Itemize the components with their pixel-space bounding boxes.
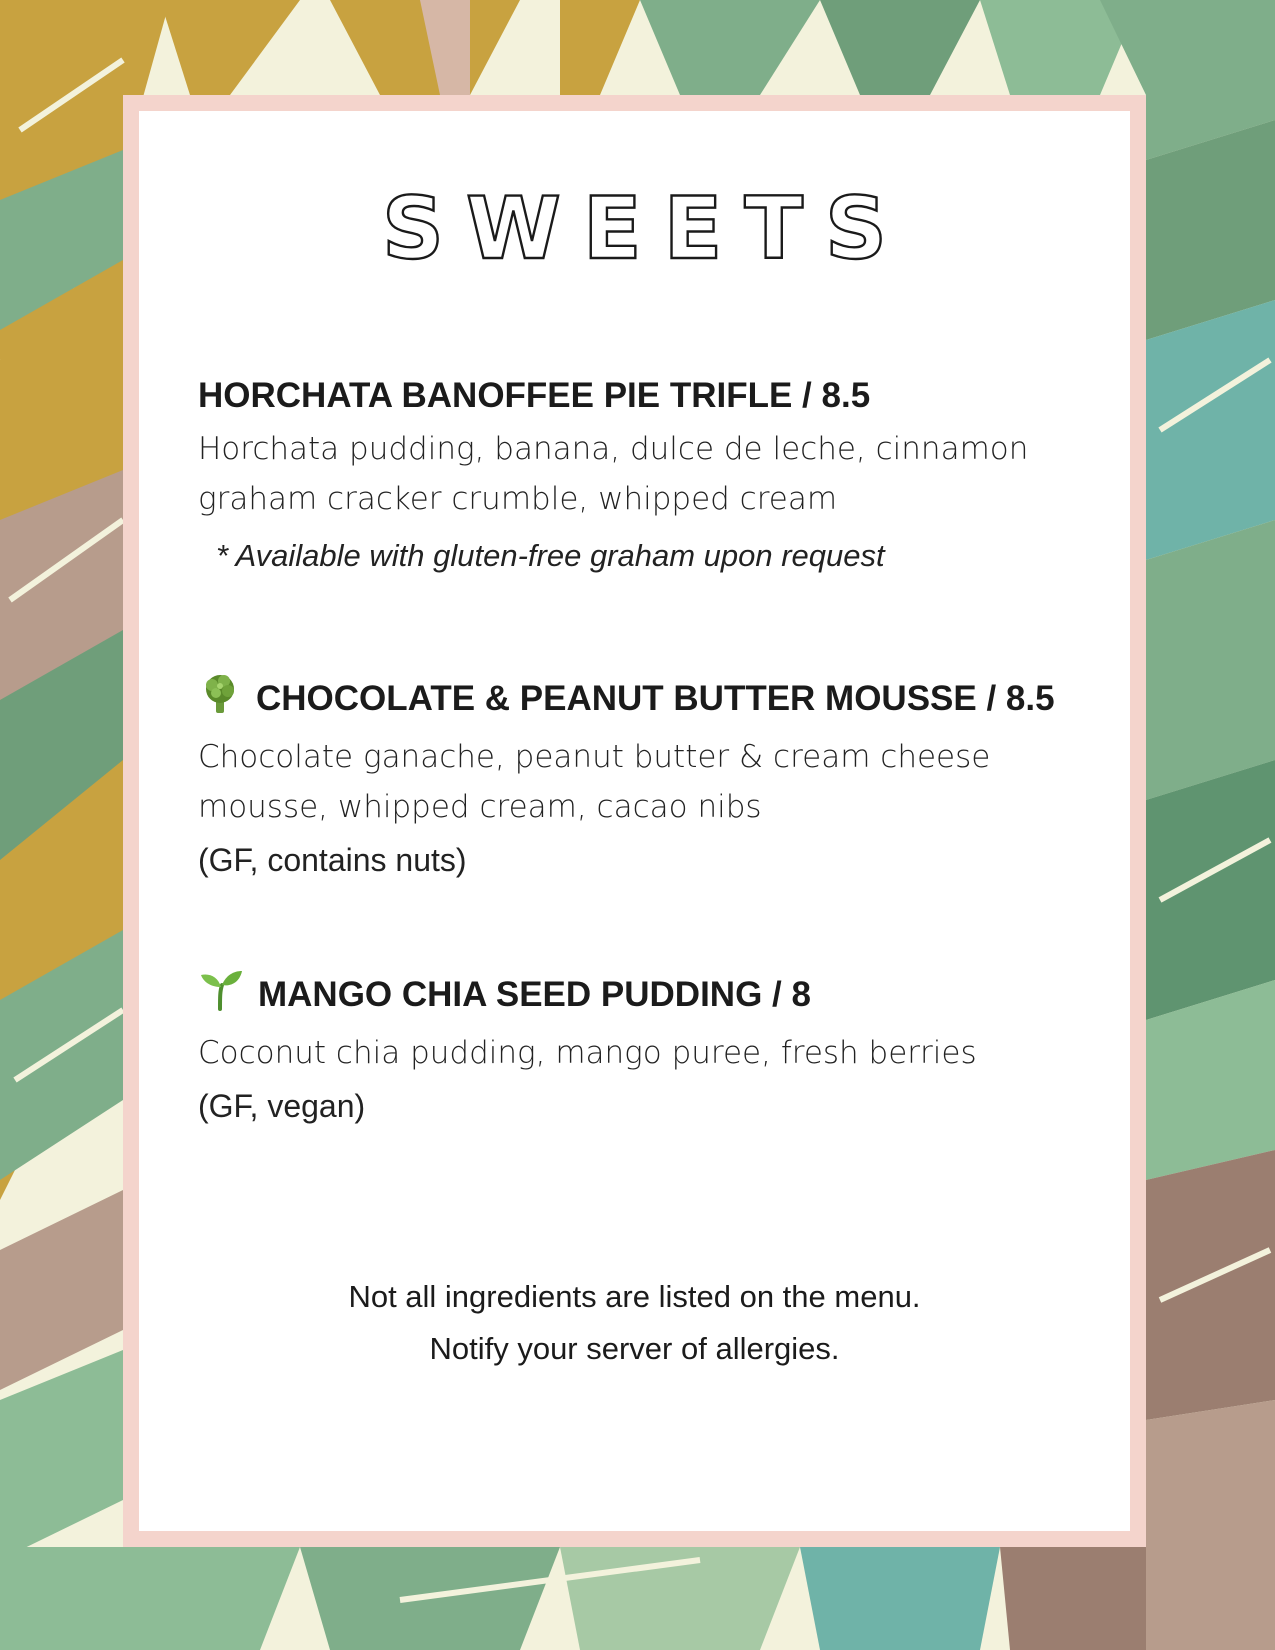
menu-card bbox=[123, 95, 1146, 1547]
menu-title: SWEETS bbox=[382, 179, 909, 279]
item-name-text: HORCHATA BANOFFEE PIE TRIFLE / 8.5 bbox=[198, 376, 871, 415]
item-description-line: Horchata pudding, banana, dulce de leche, cinnamon bbox=[198, 431, 1029, 467]
item-name bbox=[198, 967, 1098, 1022]
menu-item bbox=[198, 967, 1098, 1130]
menu-item bbox=[198, 671, 1098, 884]
item-description bbox=[198, 732, 1098, 832]
menu-item bbox=[198, 374, 1098, 578]
item-name-text: CHOCOLATE & PEANUT BUTTER MOUSSE / 8.5 bbox=[256, 678, 1055, 718]
item-description-line: graham cracker crumble, whipped cream bbox=[198, 481, 838, 517]
seedling-icon bbox=[198, 967, 244, 1022]
item-note: (GF, vegan) bbox=[198, 1088, 366, 1124]
allergy-notice-line: Not all ingredients are listed on the menu. bbox=[348, 1279, 921, 1314]
item-description-line: Coconut chia pudding, mango puree, fresh berries bbox=[198, 1035, 977, 1071]
item-description bbox=[198, 424, 1098, 524]
item-note: (GF, contains nuts) bbox=[198, 842, 467, 878]
allergy-notice-line: Notify your server of allergies. bbox=[429, 1331, 840, 1366]
item-name bbox=[198, 374, 1098, 418]
item-description bbox=[198, 1028, 1098, 1078]
broccoli-icon bbox=[198, 671, 242, 726]
item-description-line: mousse, whipped cream, cacao nibs bbox=[198, 789, 762, 825]
item-name bbox=[198, 671, 1098, 726]
item-description-line: Chocolate ganache, peanut butter & cream cheese bbox=[198, 739, 991, 775]
item-name-text: MANGO CHIA SEED PUDDING / 8 bbox=[258, 974, 811, 1014]
item-note: * Available with gluten-free graham upon request bbox=[216, 538, 885, 573]
allergy-notice bbox=[139, 1271, 1130, 1375]
